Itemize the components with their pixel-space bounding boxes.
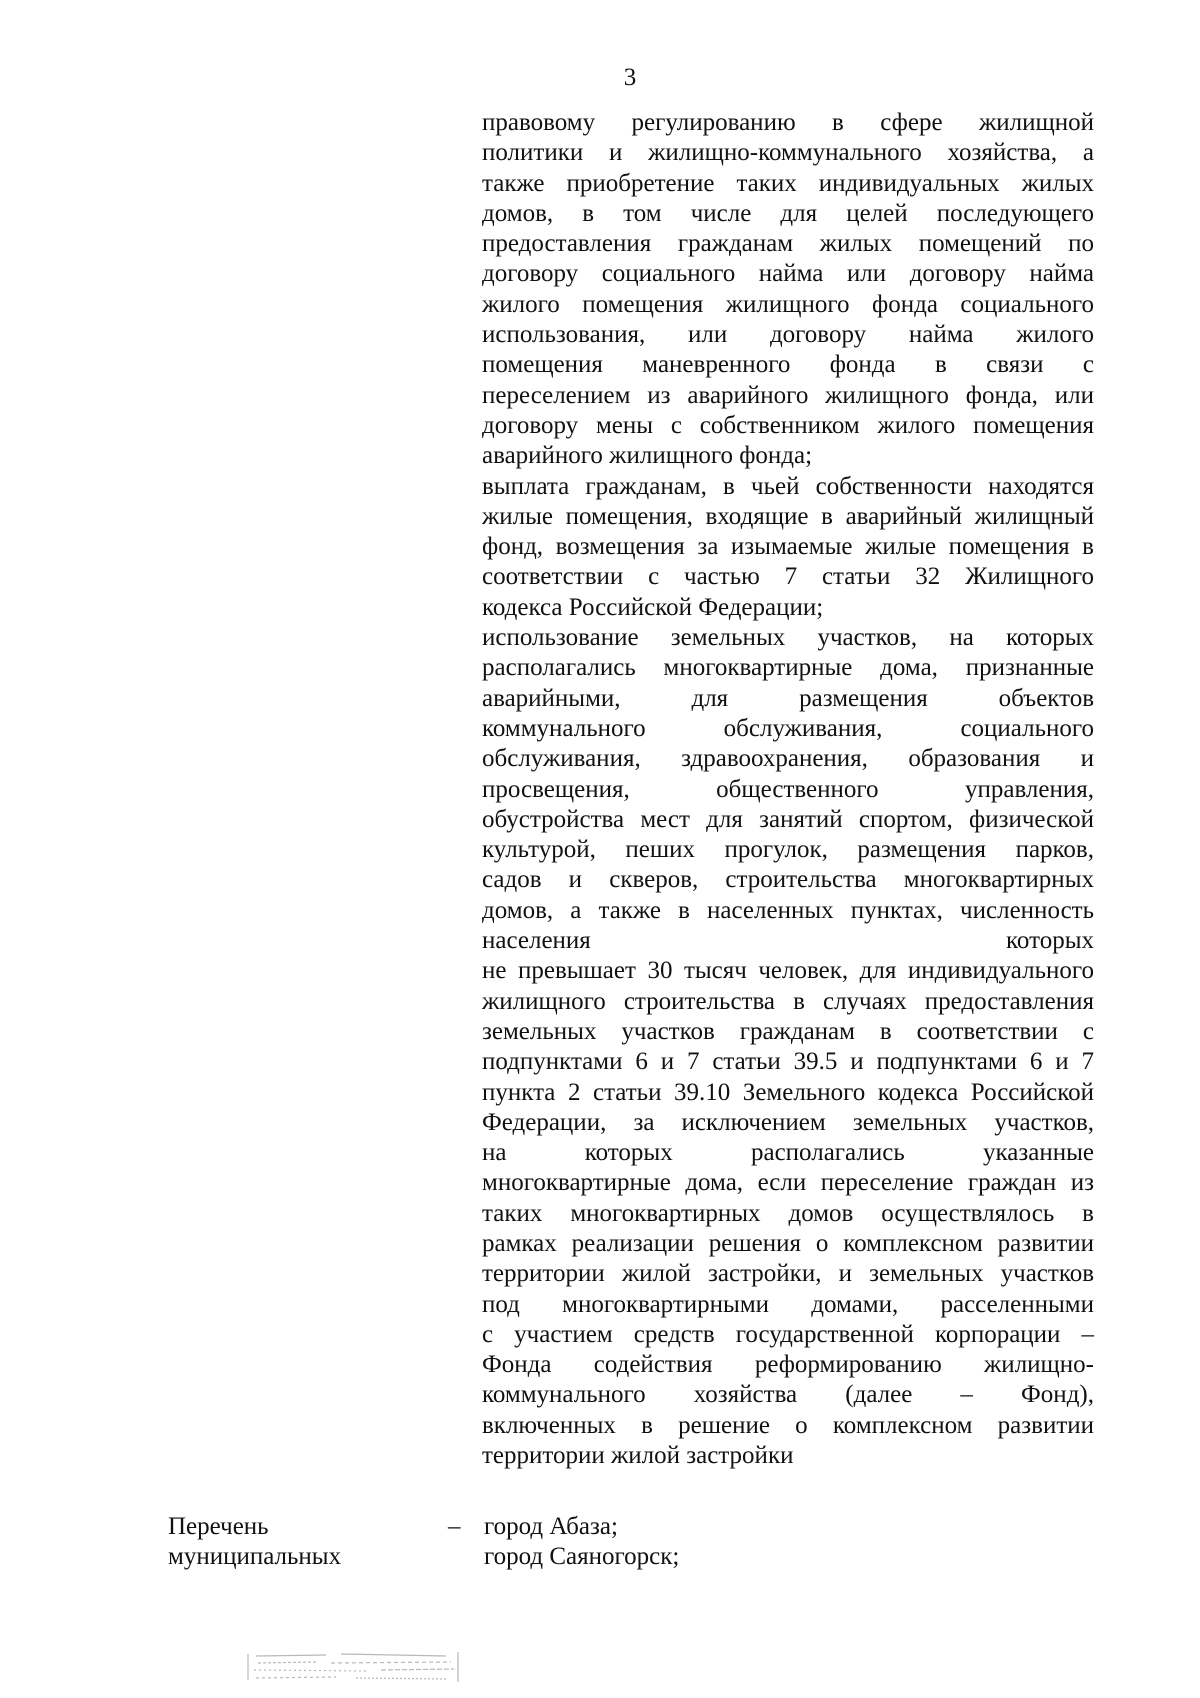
text-line: обслуживания, здравоохранения, образования и: [482, 745, 1094, 773]
text-line: договору социального найма или договору найма: [482, 260, 1094, 288]
row-label: [168, 1512, 408, 1573]
text-line: рамках реализации решения о комплексном развитии: [482, 1229, 1094, 1257]
text-line: коммунального обслуживания, социального: [482, 714, 1094, 742]
text-line: предоставления гражданам жилых помещений по: [482, 230, 1094, 258]
row-label-line: Перечень: [168, 1513, 269, 1540]
text-line: использования, или договору найма жилого: [482, 321, 1094, 349]
text-line: домов, а также в населенных пунктах, численность: [482, 896, 1094, 924]
text-line: использование земельных участков, на которых: [482, 624, 1094, 652]
text-line: территории жилой застройки, и земельных участков: [482, 1260, 1094, 1288]
text-line: не превышает 30 тысяч человек, для индивидуального: [482, 957, 1094, 985]
text-line: подпунктами 6 и 7 статьи 39.5 и подпунктами 6 и 7: [482, 1048, 1094, 1076]
text-line: садов и скверов, строительства многоквартирных: [482, 866, 1094, 894]
text-line: также приобретение таких индивидуальных жилых: [482, 169, 1094, 197]
text-line: помещения маневренного фонда в связи с: [482, 351, 1094, 379]
text-line: пункта 2 статьи 39.10 Земельного кодекса Российской: [482, 1078, 1094, 1106]
municipality-item: город Абаза;: [484, 1513, 618, 1540]
text-line: коммунального хозяйства (далее – Фонд),: [482, 1381, 1094, 1409]
text-line: населения которых: [482, 927, 1094, 955]
text-line: фонд, возмещения за изымаемые жилые помещения в: [482, 533, 1094, 561]
text-line: жилые помещения, входящие в аварийный жилищный: [482, 502, 1094, 530]
text-line: домов, в том числе для целей последующего: [482, 199, 1094, 227]
text-line: обустройства мест для занятий спортом, физической: [482, 805, 1094, 833]
text-line: просвещения, общественного управления,: [482, 775, 1094, 803]
text-line: таких многоквартирных домов осуществлялось в: [482, 1199, 1094, 1227]
dash-separator: –: [448, 1513, 461, 1540]
text-line: жилого помещения жилищного фонда социального: [482, 290, 1094, 318]
text-line: соответствии с частью 7 статьи 32 Жилищного: [482, 563, 1094, 591]
text-line: культурой, пеших прогулок, размещения парков,: [482, 836, 1094, 864]
text-line: многоквартирные дома, если переселение граждан из: [482, 1169, 1094, 1197]
row-value: [484, 1512, 884, 1573]
text-line: договору мены с собственником жилого помещения: [482, 411, 1094, 439]
text-line: Фонда содействия реформированию жилищно-: [482, 1351, 1094, 1379]
text-line: располагались многоквартирные дома, признанные: [482, 654, 1094, 682]
text-line: политики и жилищно-коммунального хозяйства, а: [482, 139, 1094, 167]
faint-stamp-mark: [246, 1650, 460, 1684]
text-line: на которых располагались указанные: [482, 1139, 1094, 1167]
text-line: жилищного строительства в случаях предоставления: [482, 987, 1094, 1015]
text-line: с участием средств государственной корпорации –: [482, 1320, 1094, 1348]
text-line: включенных в решение о комплексном развитии: [482, 1411, 1094, 1439]
text-line: выплата гражданам, в чьей собственности находятся: [482, 472, 1094, 500]
text-line: Федерации, за исключением земельных участков,: [482, 1108, 1094, 1136]
text-line: территории жилой застройки: [482, 1442, 794, 1470]
text-line: аварийными, для размещения объектов: [482, 684, 1094, 712]
row-label-line: муниципальных: [168, 1543, 342, 1571]
page-number: 3: [623, 64, 637, 91]
text-line: под многоквартирными домами, расселенными: [482, 1290, 1094, 1318]
body-text: [482, 108, 1094, 1471]
text-line: переселением из аварийного жилищного фонда, или: [482, 381, 1094, 409]
text-line: правовому регулированию в сфере жилищной: [482, 109, 1094, 136]
text-line: земельных участков гражданам в соответствии с: [482, 1017, 1094, 1045]
text-line: аварийного жилищного фонда;: [482, 442, 813, 470]
text-line: кодекса Российской Федерации;: [482, 593, 824, 621]
municipality-item: город Саяногорск;: [484, 1543, 680, 1571]
